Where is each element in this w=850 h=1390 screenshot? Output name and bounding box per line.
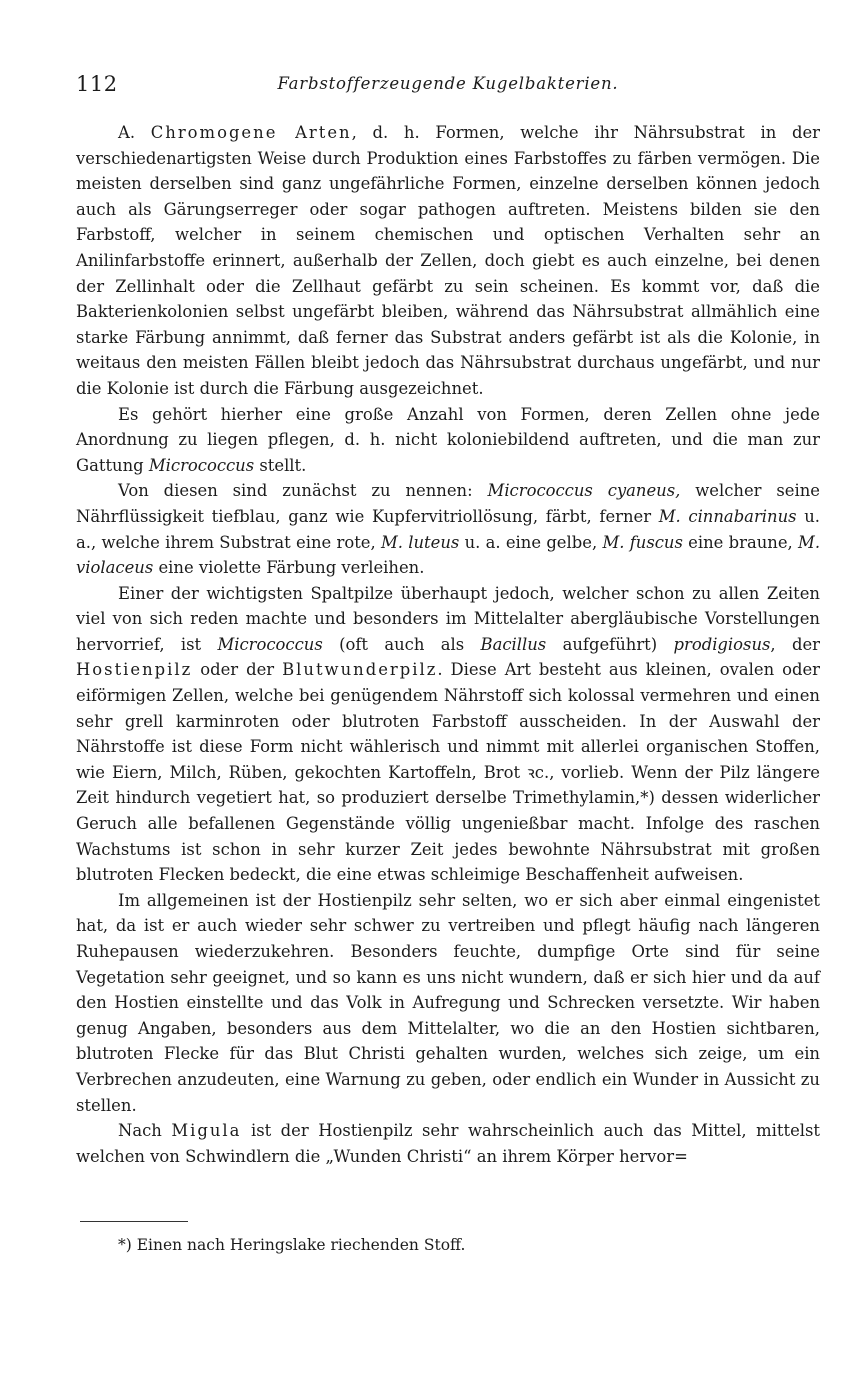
- text-run: welcher seine Nährflüssigkeit tiefblau, ganz wie Kupfervitriollösung, färbt, ferner: [76, 481, 821, 526]
- text-run: eine braune,: [682, 532, 799, 552]
- text-run: oder der: [192, 660, 283, 680]
- italic-term: prodigiosus: [673, 634, 771, 654]
- page-header: [76, 72, 820, 102]
- italic-term: Micrococcus cyaneus,: [487, 481, 681, 501]
- text-run: , der: [770, 634, 820, 654]
- text-run: Einer der wichtigsten Spaltpilze überhaupt jedoch, welcher schon zu allen Zeiten viel von sich reden machte und besonders im Mittelalter abergläubische Vorstellungen hervorrief, ist: [76, 583, 820, 654]
- page-number: 112: [76, 72, 118, 96]
- footnote: *) Einen nach Heringslake riechenden Stoff.: [118, 1236, 466, 1254]
- text-run: stellt.: [254, 455, 307, 475]
- text-run: . Diese Art besteht aus kleinen, ovalen oder eiförmigen Zellen, welche bei genügendem Nährstoff sich kolossal vermehren und einen sehr grell karminroten oder blutroten Farbstoff ausscheiden. In der Auswahl der Nährstoffe ist diese Form nicht wählerisch und nimmt mit allerlei organischen Stoffen, wie Eiern, Milch, Rüben, gekochten Kartoffeln, Brot ꝛc., vorlieb. Wenn der Pilz längere Zeit hindurch vegetiert hat, so produziert derselbe Trimethylamin,*) dessen widerlicher Geruch alle befallenen Gegenstände völlig ungenießbar macht. Infolge des raschen Wachstums ist schon in sehr kurzer Zeit jedes bewohnte Nährsubstrat mit großen blutroten Flecken bedeckt, die eine etwas schleimige Beschaffenheit aufweisen.: [76, 660, 820, 885]
- text-run: u. a., welche ihrem Substrat eine rote,: [76, 506, 820, 552]
- italic-term: M. violaceus: [76, 532, 821, 578]
- text-run: u. a. eine gelbe,: [459, 532, 603, 552]
- paragraph-micrococcus-genus: [76, 402, 820, 479]
- italic-term: Micrococcus: [217, 634, 323, 654]
- paragraph-color-species: [76, 478, 820, 580]
- footnote-rule: [80, 1221, 188, 1222]
- text-run: ist der Hostienpilz sehr wahrscheinlich auch das Mittel, mittelst welchen von Schwindlern die „Wunden Christi“ an ihrem Körper hervor=: [76, 1121, 821, 1166]
- paragraph-migula: [76, 1118, 820, 1169]
- spaced-term: Hostienpilz: [76, 660, 193, 680]
- paragraph-history: [76, 888, 820, 1118]
- spaced-term: Migula: [171, 1121, 242, 1141]
- running-head: Farbstofferzeugende Kugelbakterien.: [277, 74, 619, 93]
- spaced-term: Blutwunderpilz: [282, 660, 438, 680]
- text-run: Von diesen sind zunächst zu nennen:: [118, 481, 488, 501]
- text-run: eine violette Färbung verleihen.: [153, 558, 425, 578]
- body-text: [76, 120, 820, 1169]
- text-run: Nach: [118, 1121, 172, 1141]
- text-run: , d. h. Formen, welche ihr Nährsubstrat in der verschiedenartigsten Weise durch Produktion eines Farbstoffes zu färben vermögen. Die meisten derselben sind ganz ungefährliche Formen, einzelne derselben können jedoch auch als Gärungserreger oder sogar pathogen auftreten. Meistens bilden sie den Farbstoff, welcher in seinem chemischen und optischen Verhalten sehr an Anilinfarbstoffe erinnert, außerhalb der Zellen, doch giebt es auch einzelne, bei denen der Zellinhalt oder die Zellhaut gefärbt zu sein scheinen. Es kommt vor, daß die Bakterienkolonien selbst ungefärbt bleiben, während das Nährsubstrat allmählich eine starke Färbung annimmt, daß ferner das Substrat anders gefärbt ist als die Kolonie, in weitaus den meisten Fällen bleibt jedoch das Nährsubstrat durchaus ungefärbt, und nur die Kolonie ist durch die Färbung ausgezeichnet.: [76, 123, 820, 398]
- italic-term: Micrococcus: [148, 455, 255, 475]
- italic-term: M. luteus: [380, 532, 460, 552]
- paragraph-chromogene-arten: [76, 120, 820, 402]
- text-run: aufgeführt): [546, 634, 674, 654]
- italic-term: M. cinnabarinus: [658, 506, 797, 526]
- spaced-term: Chromogene Arten: [150, 123, 352, 142]
- text-run: Es gehört hierher eine große Anzahl von Formen, deren Zellen ohne jede Anordnung zu liegen pflegen, d. h. nicht koloniebildend auftreten, und die man zur Gattung: [76, 404, 820, 475]
- text-run: Im allgemeinen ist der Hostienpilz sehr selten, wo er sich aber einmal eingenistet hat, da ist er auch wieder sehr schwer zu vertreiben und pflegt häufig nach längeren Ruhepausen wiederzukehren. Besonders feuchte, dumpfige Orte sind für seine Vegetation sehr geeignet, und so kann es uns nicht wundern, daß er sich hier und da auf den Hostien einstellte und das Volk in Aufregung und Schrecken versetzte. Wir haben genug Angaben, besonders aus dem Mittelalter, wo die an den Hostien sichtbaren, blutroten Flecke für das Blut Christi gehalten wurden, welches sich zeige, um ein Verbrechen anzudeuten, eine Warnung zu geben, oder endlich ein Wunder in Aussicht zu stellen.: [76, 890, 820, 1115]
- text-run: (oft auch als: [322, 634, 481, 654]
- paragraph-hostienpilz: [76, 581, 820, 888]
- italic-term: M. fuscus: [602, 532, 683, 552]
- italic-term: Bacillus: [480, 634, 547, 654]
- text-run: A.: [118, 123, 151, 142]
